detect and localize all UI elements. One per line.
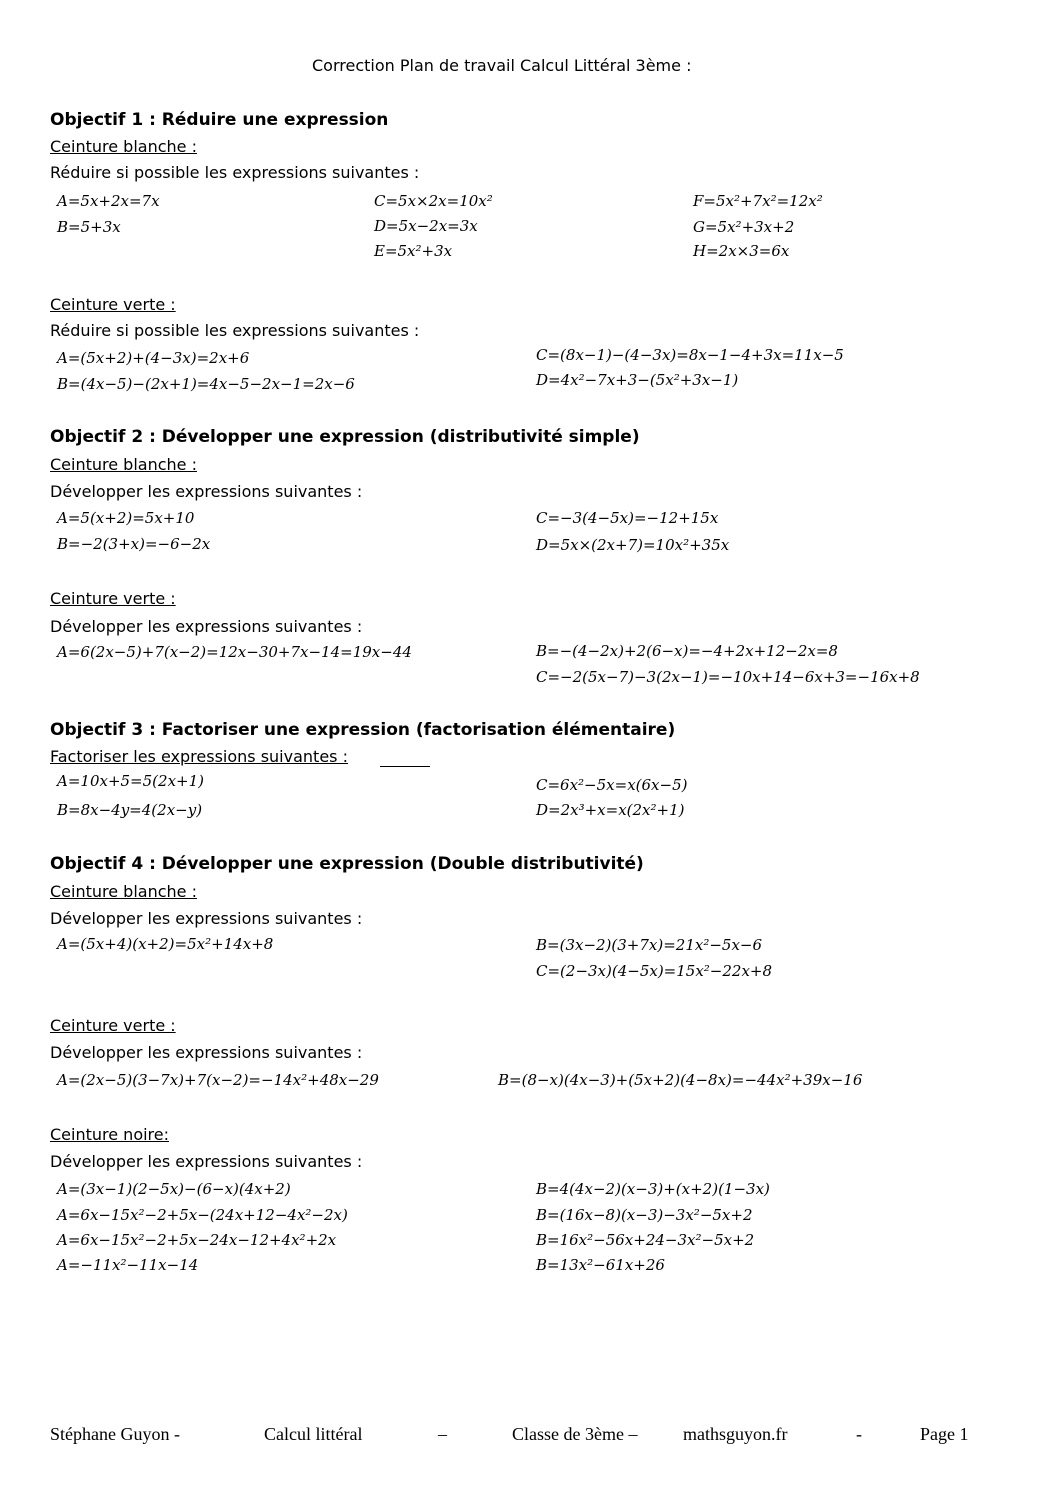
expression: B=−2(3+x)=−6−2x (57, 535, 211, 553)
expression: D=2x³+x=x(2x²+1) (536, 801, 685, 819)
belt-label-green: Ceinture verte : (50, 295, 176, 314)
expression: B=(16x−8)(x−3)−3x²−5x+2 (536, 1206, 753, 1224)
belt-label-white: Ceinture blanche : (50, 455, 197, 474)
expression: C=6x²−5x=x(6x−5) (536, 776, 688, 794)
expression: B=−(4−2x)+2(6−x)=−4+2x+12−2x=8 (536, 642, 838, 660)
factorise-label: Factoriser les expressions suivantes : (50, 747, 348, 766)
instruction: Développer les expressions suivantes : (50, 1043, 363, 1062)
expression: A=6x−15x²−2+5x−24x−12+4x²+2x (57, 1231, 337, 1249)
expression: A=(3x−1)(2−5x)−(6−x)(4x+2) (57, 1180, 291, 1198)
expression: H=2x×3=6x (693, 242, 790, 260)
expression: D=4x²−7x+3−(5x²+3x−1) (536, 371, 739, 389)
instruction: Développer les expressions suivantes : (50, 1152, 363, 1171)
expression: B=5+3x (57, 218, 121, 236)
expression: C=−3(4−5x)=−12+15x (536, 509, 719, 527)
expression: A=10x+5=5(2x+1) (57, 772, 204, 790)
objective-1-heading: Objectif 1 : Réduire une expression (50, 110, 389, 130)
expression: C=−2(5x−7)−3(2x−1)=−10x+14−6x+3=−16x+8 (536, 668, 920, 686)
objective-4-heading: Objectif 4 : Développer une expression (Double distributivité) (50, 854, 644, 874)
expression: A=6x−15x²−2+5x−(24x+12−4x²−2x) (57, 1206, 348, 1224)
expression: F=5x²+7x²=12x² (693, 192, 823, 210)
expression: A=5x+2x=7x (57, 192, 160, 210)
underline-extension (380, 766, 430, 767)
expression: C=5x×2x=10x² (374, 192, 493, 210)
belt-label-green: Ceinture verte : (50, 589, 176, 608)
footer-page-number: Page 1 (920, 1424, 969, 1444)
footer-separator: – (438, 1424, 447, 1444)
objective-2-heading: Objectif 2 : Développer une expression (distributivité simple) (50, 427, 640, 447)
expression: A=(2x−5)(3−7x)+7(x−2)=−14x²+48x−29 (57, 1071, 379, 1089)
expression: E=5x²+3x (374, 242, 453, 260)
belt-label-black: Ceinture noire: (50, 1125, 170, 1144)
objective-3-heading: Objectif 3 : Factoriser une expression (factorisation élémentaire) (50, 720, 676, 740)
expression: B=(3x−2)(3+7x)=21x²−5x−6 (536, 936, 763, 954)
expression: A=(5x+4)(x+2)=5x²+14x+8 (57, 935, 274, 953)
footer-author: Stéphane Guyon - (50, 1424, 180, 1444)
expression: B=13x²−61x+26 (536, 1256, 665, 1274)
instruction: Développer les expressions suivantes : (50, 617, 363, 636)
expression: B=(8−x)(4x−3)+(5x+2)(4−8x)=−44x²+39x−16 (498, 1071, 863, 1089)
footer-site: mathsguyon.fr (683, 1424, 788, 1444)
instruction: Réduire si possible les expressions suivantes : (50, 321, 420, 340)
footer-subject: Calcul littéral (264, 1424, 363, 1444)
expression: C=(2−3x)(4−5x)=15x²−22x+8 (536, 962, 773, 980)
footer-grade: Classe de 3ème – (512, 1424, 638, 1444)
expression: G=5x²+3x+2 (693, 218, 795, 236)
belt-label-white: Ceinture blanche : (50, 137, 197, 156)
page-title: Correction Plan de travail Calcul Littéral 3ème : (312, 56, 692, 75)
instruction: Développer les expressions suivantes : (50, 482, 363, 501)
expression: D=5x−2x=3x (374, 217, 478, 235)
expression: B=4(4x−2)(x−3)+(x+2)(1−3x) (536, 1180, 770, 1198)
belt-label-green: Ceinture verte : (50, 1016, 176, 1035)
instruction: Réduire si possible les expressions suivantes : (50, 163, 420, 182)
expression: A=−11x²−11x−14 (57, 1256, 199, 1274)
expression: A=6(2x−5)+7(x−2)=12x−30+7x−14=19x−44 (57, 643, 412, 661)
expression: B=8x−4y=4(2x−y) (57, 801, 203, 819)
expression: B=(4x−5)−(2x+1)=4x−5−2x−1=2x−6 (57, 375, 355, 393)
expression: A=(5x+2)+(4−3x)=2x+6 (57, 349, 250, 367)
belt-label-white: Ceinture blanche : (50, 882, 197, 901)
instruction: Développer les expressions suivantes : (50, 909, 363, 928)
expression: A=5(x+2)=5x+10 (57, 509, 195, 527)
expression: C=(8x−1)−(4−3x)=8x−1−4+3x=11x−5 (536, 346, 844, 364)
expression: D=5x×(2x+7)=10x²+35x (536, 536, 730, 554)
expression: B=16x²−56x+24−3x²−5x+2 (536, 1231, 755, 1249)
footer-separator: - (856, 1424, 862, 1444)
